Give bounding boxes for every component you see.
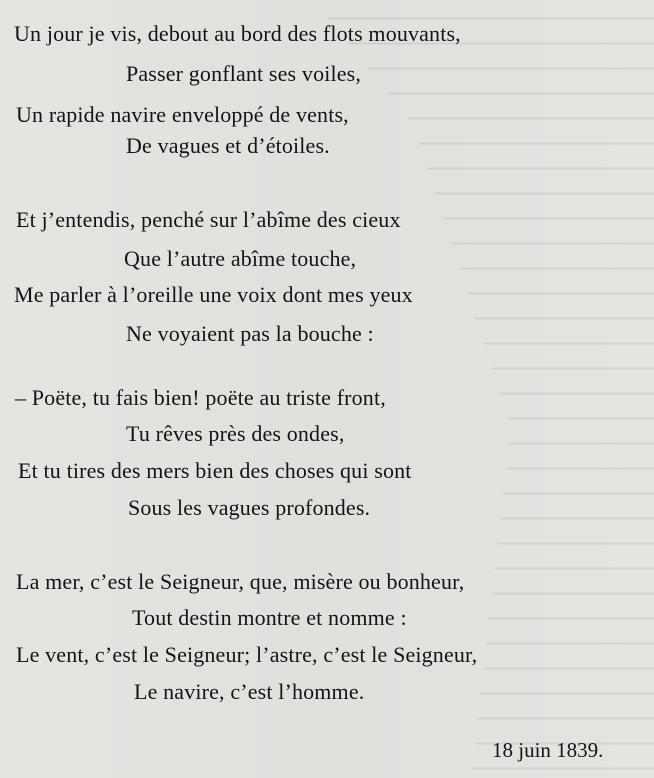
poem-line: Un rapide navire enveloppé de vents,: [16, 102, 349, 127]
poem-date: 18 juin 1839.: [492, 738, 604, 762]
poem-line: – Poëte, tu fais bien! poëte au triste front,: [15, 385, 386, 410]
poem-line: Sous les vagues profondes.: [128, 495, 371, 520]
poem-line: Me parler à l’oreille une voix dont mes yeux: [14, 282, 413, 307]
poem-line: Un jour je vis, debout au bord des flots mouvants,: [14, 21, 461, 46]
poem-line: Tu rêves près des ondes,: [126, 421, 345, 446]
poem-line: Que l’autre abîme touche,: [124, 246, 357, 271]
poem-line: Le navire, c’est l’homme.: [134, 679, 365, 704]
poem-line: La mer, c’est le Seigneur, que, misère ou bonheur,: [16, 569, 465, 594]
poem-line: Passer gonflant ses voiles,: [126, 61, 362, 86]
poem-line: Le vent, c’est le Seigneur; l’astre, c’est le Seigneur,: [16, 642, 478, 667]
poem-line: Tout destin montre et nomme :: [132, 605, 407, 630]
poem-line: De vagues et d’étoiles.: [126, 133, 330, 158]
poem-line: Et tu tires des mers bien des choses qui sont: [18, 458, 412, 483]
poem-line: Ne voyaient pas la bouche :: [126, 321, 374, 346]
poem-line: Et j’entendis, penché sur l’abîme des cieux: [16, 207, 401, 232]
